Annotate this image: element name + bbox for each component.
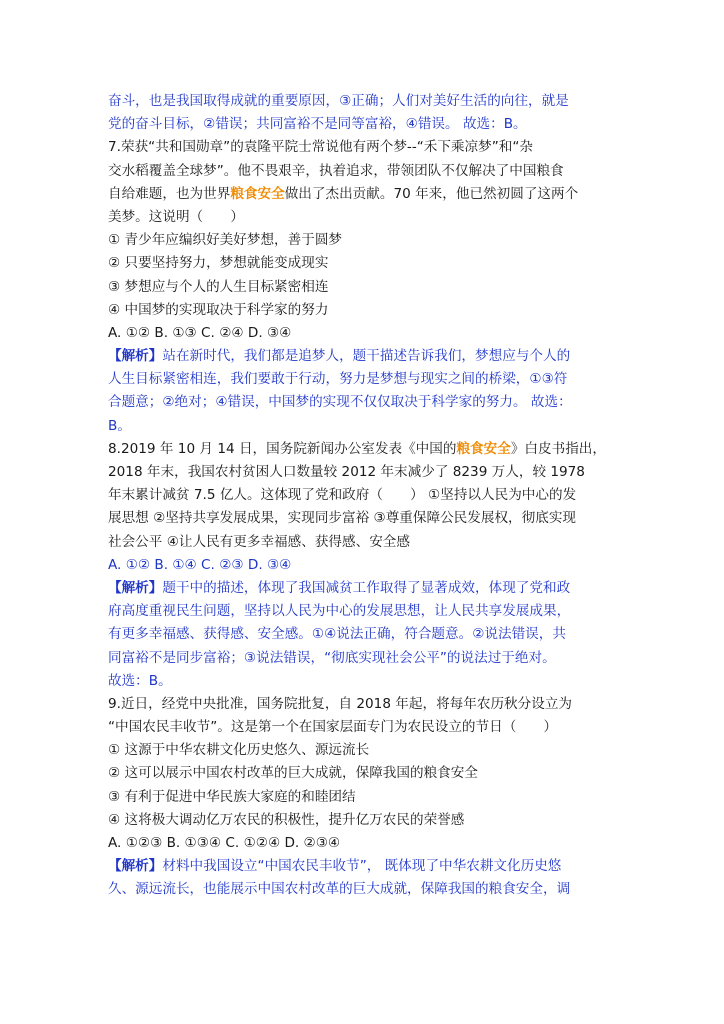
q8-choices: A. ①② B. ①④ C. ②③ D. ③④: [108, 556, 292, 573]
q9-stem-line-2: “中国农民丰收节”。这是第一个在国家层面专门为农民设立的节日（ ）: [108, 719, 558, 736]
q7-option-2: ② 只要坚持努力，梦想就能变成现实: [108, 255, 329, 272]
q9-option-4: ④ 这将极大调动亿万农民的积极性，提升亿万农民的荣誉感: [108, 811, 465, 828]
q8-analysis-line-2: 府高度重视民生问题，坚持以人民为中心的发展思想，让人民共享发展成果，: [108, 603, 571, 620]
q8-stem-line-4: 展思想 ②坚持共享发展成果，实现同步富裕 ③尊重保障公民发展权，彻底实现: [108, 510, 577, 527]
q9-option-2: ② 这可以展示中国农村改革的巨大成就，保障我国的粮食安全: [108, 765, 478, 782]
q8-stem-line-3: 年末累计减贫 7.5 亿人。这体现了党和政府（ ） ①坚持以人民为中心的发: [108, 487, 577, 504]
q7-analysis-tag: 【解析】: [108, 348, 163, 365]
q8-analysis-text: 题干中的描述，体现了我国减贫工作取得了显著成效，体现了党和政: [162, 579, 571, 596]
q8-analysis-line-1: [108, 577, 628, 600]
q9-analysis-line-2: 久、源远流长，也能展示中国农村改革的巨大成就，保障我国的粮食安全，调: [108, 881, 571, 898]
q8-analysis-line-4: 同富裕不是同步富裕；③说法错误，“彻底实现社会公平”的说法过于绝对。: [108, 649, 556, 666]
q7-analysis-line-3: 合题意；②绝对；④错误，中国梦的实现不仅仅取决于科学家的努力。 故选：: [108, 394, 572, 411]
q7-stem-line-4: 美梦。这说明（ ）: [108, 208, 244, 225]
q7-option-1: ① 青少年应编织好美好梦想，善于圆梦: [108, 232, 343, 249]
q7-stem-line-2: 交水稻覆盖全球梦”。他不畏艰辛，执着追求，带领团队不仅解决了中国粮食: [108, 162, 564, 179]
q6-analysis-line-1: 奋斗，也是我国取得成就的重要原因，③正确；人们对美好生活的向往，就是: [108, 93, 569, 109]
q9-stem-line-1: 9.近日，经党中央批准，国务院批复，自 2018 年起，将每年农历秋分设立为: [108, 695, 573, 712]
q7-stem-text: 自给难题，也为世界: [108, 185, 231, 202]
q7-stem-text: 做出了杰出贡献。70 年来，他已然初圆了这两个: [284, 185, 579, 202]
q9-analysis-tag: 【解析】: [108, 858, 163, 875]
q8-stem-text: 》白皮书指出，: [510, 440, 606, 457]
q7-option-4: ④ 中国梦的实现取决于科学家的努力: [108, 301, 329, 318]
q7-option-3: ③ 梦想应与个人的人生目标紧密相连: [108, 278, 329, 295]
q8-stem-line-1: [108, 438, 628, 461]
q7-stem-line-3: [108, 183, 628, 206]
q8-analysis-line-3: 有更多幸福感、获得感、安全感。①④说法正确，符合题意。②说法错误，共: [108, 626, 566, 643]
q8-keyword-highlight: 粮食安全: [456, 440, 511, 457]
q8-analysis-line-5: 故选：B。: [108, 672, 172, 689]
q9-analysis-text: 材料中我国设立“中国农民丰收节”， 既体现了中华农耕文化历史悠: [162, 858, 562, 875]
q7-choices: A. ①② B. ①③ C. ②④ D. ③④: [108, 324, 292, 341]
q8-stem-line-2: 2018 年末，我国农村贫困人口数量较 2012 年末减少了 8239 万人，较 1978: [108, 464, 585, 480]
q8-stem-line-5: 社会公平 ④让人民有更多幸福感、获得感、安全感: [108, 533, 410, 550]
q7-analysis-text: 站在新时代，我们都是追梦人，题干描述告诉我们，梦想应与个人的: [162, 348, 571, 365]
q7-analysis-line-1: [108, 345, 628, 368]
q7-keyword-highlight: 粮食安全: [230, 185, 285, 202]
q7-analysis-line-2: 人生目标紧密相连，我们要敢于行动，努力是梦想与现实之间的桥梁，①③符: [108, 371, 568, 388]
document-page: [108, 90, 628, 902]
q7-analysis-line-4: B。: [108, 417, 131, 434]
q7-stem-line-1: 7.荣获“共和国勋章”的袁隆平院士常说他有两个梦--“禾下乘凉梦”和“杂: [108, 139, 534, 156]
q9-choices: A. ①②③ B. ①③④ C. ①②④ D. ②③④: [108, 835, 341, 851]
q8-stem-text: 8.2019 年 10 月 14 日，国务院新闻办公室发表《中国的: [108, 440, 457, 457]
q8-analysis-tag: 【解析】: [108, 579, 163, 596]
q9-option-1: ① 这源于中华农耕文化历史悠久、源远流长: [108, 742, 370, 759]
q6-analysis-line-2: 党的奋斗目标，②错误；共同富裕不是同等富裕，④错误。 故选：B。: [108, 116, 527, 133]
q9-option-3: ③ 有利于促进中华民族大家庭的和睦团结: [108, 788, 356, 805]
q9-analysis-line-1: [108, 855, 628, 878]
